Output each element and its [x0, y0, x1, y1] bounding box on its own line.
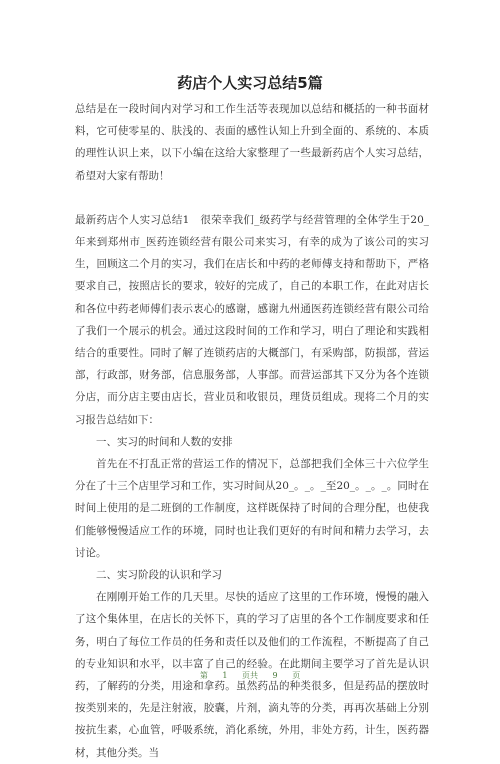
footer-page-current: 1: [222, 671, 228, 680]
footer-label-mid: 页共: [242, 671, 258, 680]
intro-paragraph: 总结是在一段时间内对学习和工作生活等表现加以总结和概括的一种书面材料，它可使零星的、肤浅的、表面的感性认知上升到全面的、系统的、本质的理性认识上来，以下小编在这给大家整理了一些最新药店个人实习总结，希望对大家有帮助！: [75, 103, 429, 182]
body-paragraph-1: 最新药店个人实习总结1 很荣幸我们_级药学与经营管理的全体学生于20_年来到郑州市_医药连锁经营有限公司来实习，有幸的成为了该公司的实习生，回顾这二个月的实习，我们在店长和中药的老师傅支持和帮助下，严格要求自己，按照店长的要求，较好的完成了，自己的本职工作，在此对店长和各位中药老师傅们表示衷心的感谢，感谢九州通医药连锁经营有限公司给了我们一个展示的机会。通过这段时间的工作和学习，明白了理论和实践相结合的重要性。同时了解了连锁药店的大概部门，有采购部，防损部，营运部，行政部，财务部，信息服务部，人事部。而营运部其下又分为各个连锁分店，而分店主要由店长，营业员和收银员，理货员组成。现将二个月的实习报告总结如下：: [75, 213, 429, 426]
footer-label-post: 页: [292, 671, 301, 680]
document-title: 药店个人实习总结5篇: [177, 74, 323, 92]
section-heading-1: 一、实习的时间和人数的安排: [96, 435, 233, 448]
section-heading-2: 二、实习阶段的认识和学习: [96, 569, 222, 582]
page-footer: [0, 670, 500, 682]
footer-page-total: 9: [272, 671, 278, 680]
document-body: [75, 98, 429, 764]
body-paragraph-2: 首先在不打乱正常的营运工作的情况下，总部把我们全体三十六位学生分在了十三个店里学习和工作，实习时间从20_。_。_至20_。_。_。同时在时间上使用的是二班倒的工作制度，这样既保持了时间的合理分配，也使我们能够慢慢适应工作的环境，同时也让我们更好的有时间和精力去学习，去讨论。: [75, 458, 429, 559]
paragraph-gap: [75, 187, 429, 209]
body-paragraph-3: 在刚刚开始工作的几天里。尽快的适应了这里的工作环境，慢慢的融入了这个集体里，在店长的关怀下，真的学习了店里的各个工作制度要求和任务，明白了每位工作员的任务和责任以及他们的工作流程，不断提高了自己的专业知识和水平，以丰富了自己的经验。在此期间主要学习了首先是认识药，了解药的分类，用途和拿药。虽然药品的种类很多，但是药品的摆放时按类别来的，先是注射液，胶囊，片剂，滴丸等的分类，再再次基础上分别按抗生素，心血管，呼吸系统，消化系统，外用，非处方药，计生，医药器材，其他分类。当: [75, 591, 429, 759]
footer-label-pre: 第: [199, 671, 208, 680]
